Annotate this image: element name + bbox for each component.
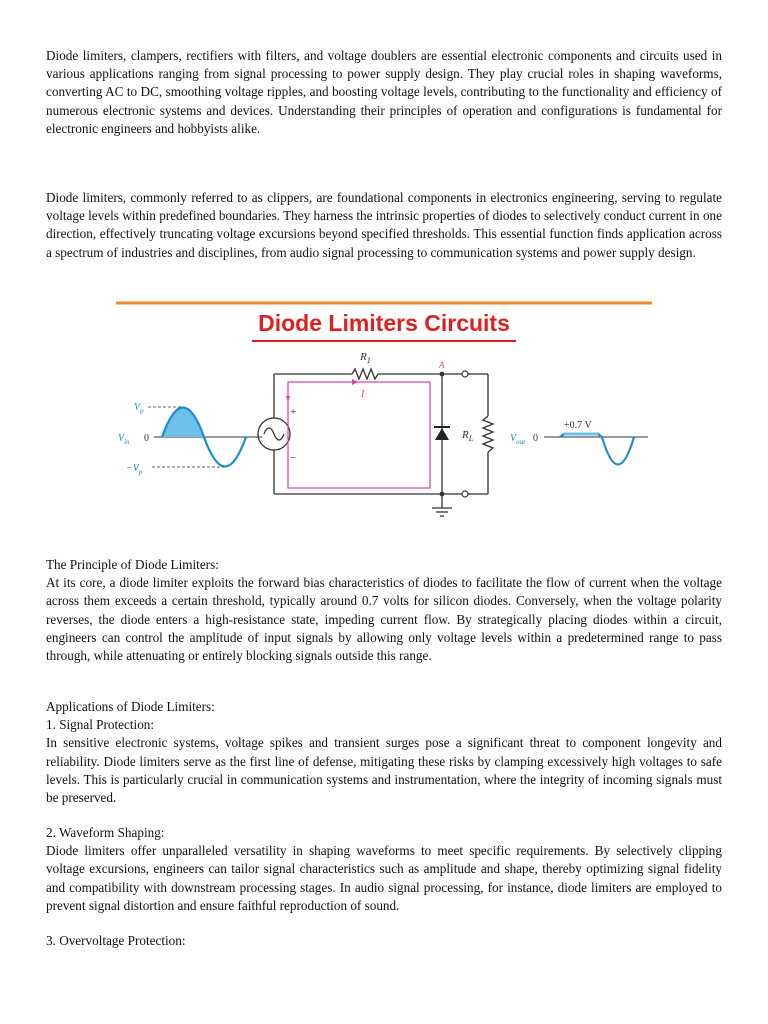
- input-zero-label: 0: [144, 433, 149, 444]
- principle-body: At its core, a diode limiter exploits the forward bias characteristics of diodes to facilitate the flow of current when the voltage across them exceeds a certain threshold, typically around 0.7 volts for silicon diodes. Conversely, when the voltage polarity reverses, the diode enters a high-resistance state, impeding current flow. By strategically placing diodes within a circuit, engineers can control the amplitude of input signals by allowing only voltage levels within a predetermined range to pass through, while attenuating or entirely blocking signals outside this range.: [46, 575, 722, 664]
- source-minus-label: −: [290, 452, 297, 464]
- resistor-rl-icon: [483, 416, 493, 452]
- input-waveform: [148, 407, 262, 467]
- resistor-r1-icon: [352, 369, 380, 379]
- intro-paragraph: Diode limiters, clampers, rectifiers with filters, and voltage doublers are essential electronic components and circuits used in various applications ranging from signal processing to power supply design. They play crucial roles in shaping waveforms, converting AC to DC, smoothing voltage ripples, and boosting voltage levels, contributing to the functionality and efficiency of numerous electronic systems and devices. Understanding their principles of operation and configurations is fundamental for electronic engineers and hobbyists alike.: [46, 48, 722, 136]
- ground-icon: [432, 508, 452, 516]
- definition-paragraph: Diode limiters, commonly referred to as clippers, are foundational components in electronics engineering, serving to regulate voltage levels within predefined boundaries. They harness the intrinsic properties of diodes to selectively conduct current in one direction, effectively truncating voltage excursions beyond specified thresholds. This essential function finds application across a spectrum of industries and disciplines, from audio signal processing to communication systems and power supply design.: [46, 190, 722, 260]
- principle-heading: The Principle of Diode Limiters:: [46, 557, 219, 572]
- current-loop: [288, 382, 430, 488]
- application-item: [46, 932, 722, 950]
- vp-label: $V_p$: [134, 402, 144, 415]
- figure-title: Diode Limiters Circuits: [258, 310, 510, 336]
- applications-section: [46, 698, 722, 807]
- application-title: 3. Overvoltage Protection:: [46, 933, 186, 948]
- output-zero-label: 0: [533, 433, 538, 444]
- current-label: I: [361, 389, 365, 400]
- application-body: Diode limiters offer unparalleled versatility in shaping waveforms to meet specific requirements. By selectively clipping voltage excursions, engineers can tailor signal characteristics such as amplitude and shape, thereby optimizing signal fidelity and compatibility with downstream processing stages. In audio signal processing, for instance, diode limiters are employed to prevent signal distortion and ensure faithful reproduction of sound.: [46, 843, 722, 913]
- principle-section: [46, 556, 722, 665]
- application-title: 1. Signal Protection:: [46, 717, 155, 733]
- application-title: 2. Waveform Shaping:: [46, 825, 165, 840]
- neg-vp-label: $-V_p$: [126, 463, 143, 476]
- diode-icon: [435, 428, 449, 440]
- vout-label: $V_{out}$: [510, 433, 526, 446]
- application-item: [46, 824, 722, 915]
- vin-label: $V_{in}$: [118, 433, 130, 446]
- diode-limiter-figure: [112, 296, 656, 524]
- r1-label: $R_1$: [360, 351, 371, 365]
- output-terminal-bottom: [462, 491, 468, 497]
- node-a-dot: [440, 372, 445, 377]
- output-terminal-top: [462, 371, 468, 377]
- node-a-label: A: [439, 360, 445, 370]
- output-waveform: [544, 434, 648, 465]
- application-body: In sensitive electronic systems, voltage spikes and transient surges pose a significant threat to component longevity and reliability. Diode limiters serve as the first line of defense, mitigating these risks by clamping excessively high voltages to safe levels. This is particularly crucial in communication systems and instrumentation, where the integrity of incoming signals must be preserved.: [46, 735, 722, 806]
- source-plus-label: +: [290, 406, 297, 418]
- applications-heading: Applications of Diode Limiters:: [46, 699, 215, 714]
- clip-level-label: +0.7 V: [564, 420, 592, 431]
- rl-label: $R_L$: [462, 429, 474, 443]
